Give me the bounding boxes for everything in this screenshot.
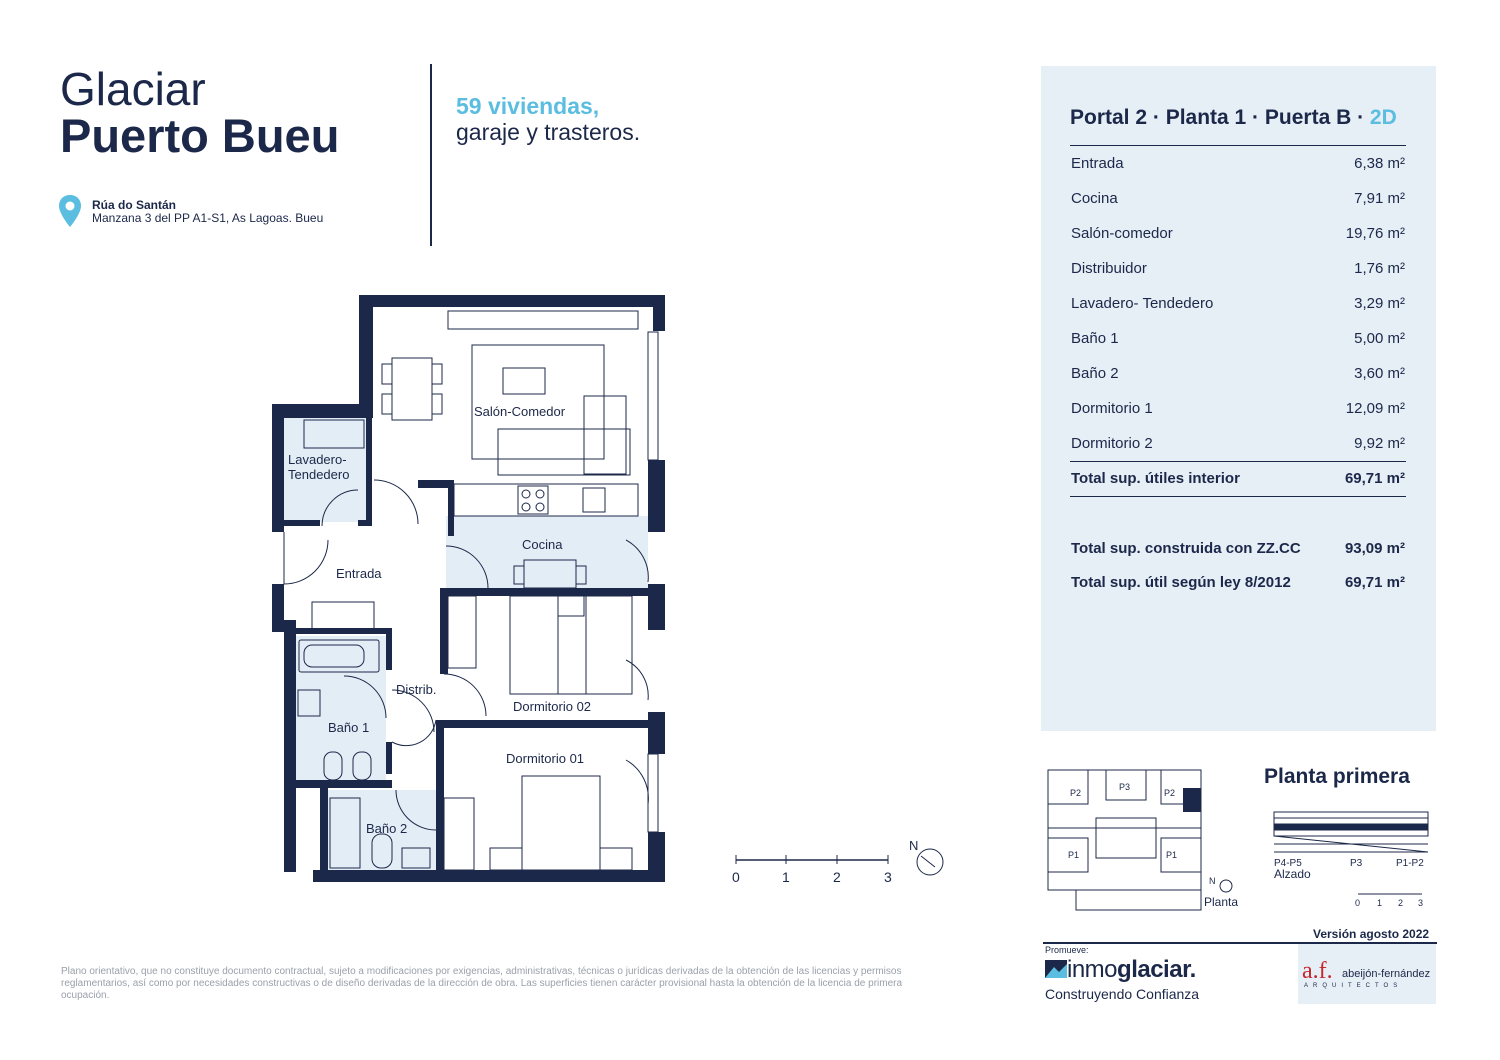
project-title-line2: Puerto Bueu xyxy=(60,109,340,162)
scale-bar xyxy=(732,855,892,885)
room-row: Entrada 6,38 m² xyxy=(1071,155,1405,172)
label-lavadero-2: Tendedero xyxy=(288,467,350,482)
label-bano2: Baño 2 xyxy=(366,821,408,836)
scale-tick-0: 0 xyxy=(732,869,740,885)
svg-text:2: 2 xyxy=(1398,898,1404,908)
svg-text:N: N xyxy=(1209,876,1216,886)
architect-name: abeijón-fernández xyxy=(1342,968,1431,980)
scale-tick-1: 1 xyxy=(782,869,790,885)
svg-text:P3: P3 xyxy=(1350,858,1363,869)
address-detail: Manzana 3 del PP A1-S1, As Lagoas. Bueu xyxy=(92,211,324,225)
unit-type: 2D xyxy=(1369,106,1397,129)
svg-text:Alzado: Alzado xyxy=(1274,867,1311,881)
svg-text:Planta: Planta xyxy=(1204,895,1239,909)
label-salon: Salón-Comedor xyxy=(474,404,566,419)
unit-heading xyxy=(1070,106,1397,130)
label-entrada: Entrada xyxy=(336,566,382,581)
scale-tick-3: 3 xyxy=(884,869,892,885)
panel-rule-top xyxy=(1070,145,1406,146)
svg-text:P2: P2 xyxy=(1070,788,1082,798)
brand-mark-icon xyxy=(1045,960,1067,978)
total-law-row: Total sup. útil según ley 8/2012 69,71 m² xyxy=(1071,574,1405,591)
promoter-tagline: Construyendo Confianza xyxy=(1045,986,1200,1002)
room-cocina xyxy=(446,516,648,588)
total-interior-row: Total sup. útiles interior 69,71 m² xyxy=(1071,470,1405,487)
architect-logo: a.f. xyxy=(1302,958,1333,984)
scale-tick-2: 2 xyxy=(833,869,841,885)
north-arrow-icon xyxy=(909,838,943,875)
label-dorm01: Dormitorio 01 xyxy=(506,751,585,766)
keyplan-title: Planta primera xyxy=(1264,765,1410,788)
svg-text:P4-P5: P4-P5 xyxy=(1274,858,1302,869)
panel-rule-mid xyxy=(1070,461,1406,462)
label-bano1: Baño 1 xyxy=(328,720,370,735)
panel-rule-bottom xyxy=(1070,496,1406,497)
svg-text:P1-P2: P1-P2 xyxy=(1396,858,1424,869)
room-bano1 xyxy=(296,636,386,782)
svg-text:3: 3 xyxy=(1418,898,1424,908)
label-lavadero-1: Lavadero- xyxy=(288,452,347,467)
room-row: Lavadero- Tendedero 3,29 m² xyxy=(1071,295,1405,312)
room-row: Salón-comedor 19,76 m² xyxy=(1071,225,1405,242)
svg-text:P1: P1 xyxy=(1166,850,1178,860)
project-title-line1: Glaciar xyxy=(60,63,206,115)
total-built-row: Total sup. construida con ZZ.CC 93,09 m² xyxy=(1071,540,1405,557)
promoter-logo: inmoglaciar. xyxy=(1045,956,1196,984)
units-description: garaje y trasteros. xyxy=(456,119,641,145)
room-row: Distribuidor 1,76 m² xyxy=(1071,260,1405,277)
version-label: Versión agosto 2022 xyxy=(1313,927,1430,941)
svg-text:1: 1 xyxy=(1377,898,1383,908)
address-street: Rúa do Santán xyxy=(92,198,177,212)
label-cocina: Cocina xyxy=(522,537,563,552)
svg-text:0: 0 xyxy=(1355,898,1361,908)
architect-subtitle: ARQUITECTOS xyxy=(1304,983,1403,989)
units-count: 59 viviendas, xyxy=(456,93,600,119)
room-row: Cocina 7,91 m² xyxy=(1071,190,1405,207)
unit-heading-main: Portal 2 · Planta 1 · Puerta B · xyxy=(1070,106,1365,129)
svg-text:P3: P3 xyxy=(1119,782,1131,792)
svg-text:P2: P2 xyxy=(1164,788,1176,798)
room-row: Baño 2 3,60 m² xyxy=(1071,365,1405,382)
room-row: Dormitorio 1 12,09 m² xyxy=(1071,400,1405,417)
key-plan xyxy=(1046,768,1246,913)
room-row: Dormitorio 2 9,92 m² xyxy=(1071,435,1405,452)
disclaimer-text: Plano orientativo, que no constituye documento contractual, sujeto a modificaciones por exigencias, administrativas, técnicas o jurídicas derivadas de la obtención de las licencias y permisos reglamentarios, así como por necesidades constructivas o de diseño derivadas de la dirección de obra. Las superficies tienen carácter provisional hasta la obtención de la licencia de primera ocupación. xyxy=(61,966,903,1001)
room-row: Baño 1 5,00 m² xyxy=(1071,330,1405,347)
label-distrib: Distrib. xyxy=(396,682,437,697)
label-dorm02: Dormitorio 02 xyxy=(513,699,592,714)
svg-text:P1: P1 xyxy=(1068,850,1080,860)
elevation-diagram xyxy=(1270,804,1435,912)
promoter-label: Promueve: xyxy=(1045,945,1089,955)
svg-text:N: N xyxy=(909,838,919,853)
